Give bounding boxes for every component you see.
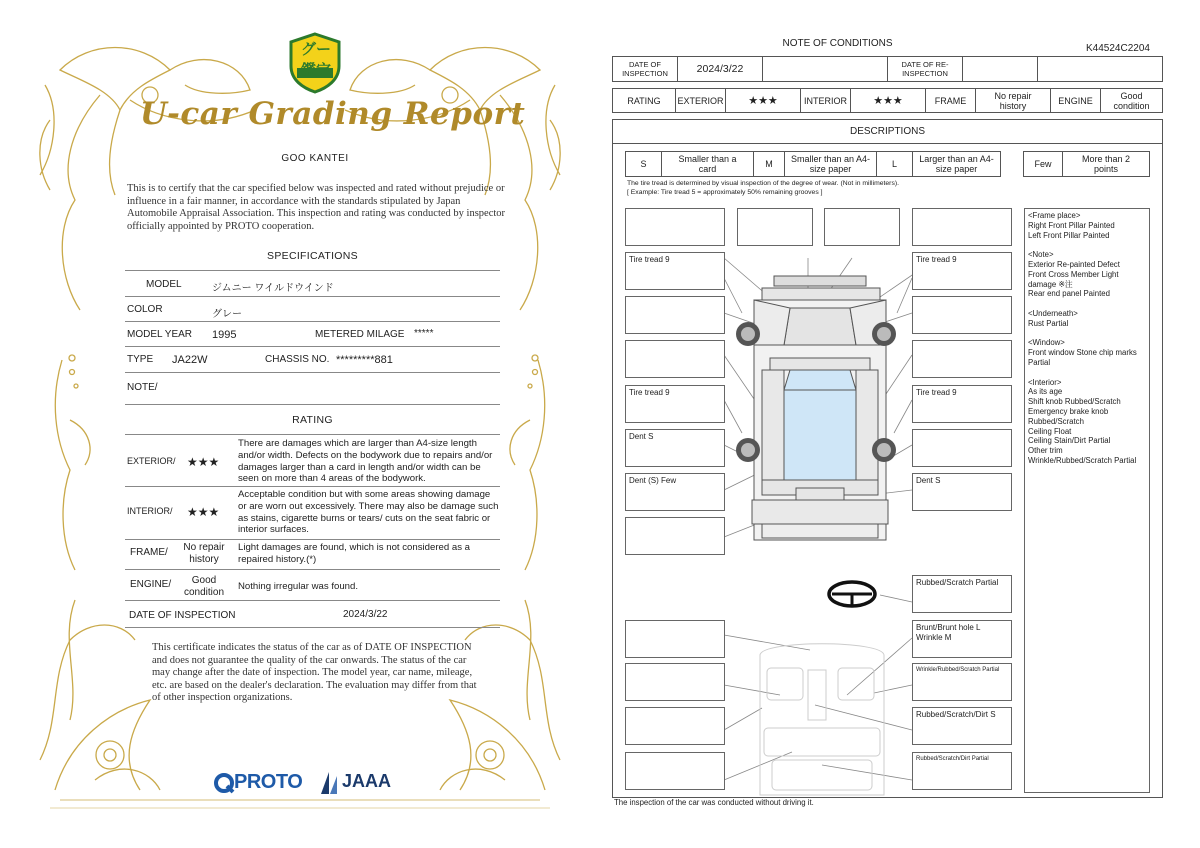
callout-tire-front-left: Tire tread 9: [625, 252, 725, 290]
desc-group-frame-place: <Frame place> Right Front Pillar Painted Left Front Pillar Painted: [1028, 211, 1115, 240]
callout-front-left-top: [625, 208, 725, 246]
exterior-stars: ★★★: [187, 455, 220, 469]
date-of-inspection-value: 2024/3/22: [677, 56, 763, 82]
engine-description: Nothing irregular was found.: [238, 581, 358, 592]
proto-logo: PROTO: [234, 771, 303, 793]
exterior-label: EXTERIOR/: [127, 456, 176, 466]
divider: [125, 270, 500, 271]
callout-tire-front-right: Tire tread 9: [912, 252, 1012, 290]
divider: [125, 486, 500, 487]
exterior-label: EXTERIOR: [675, 88, 726, 113]
interior-label: INTERIOR/: [127, 506, 173, 516]
divider: [125, 600, 500, 601]
frame-label: FRAME/: [130, 547, 168, 558]
exterior-stars: ★★★: [725, 88, 801, 113]
callout-dent-s-few: Dent (S) Few: [625, 473, 725, 511]
engine-value: Good condition: [1100, 88, 1163, 113]
certificate-title: U-car Grading Report: [140, 96, 526, 132]
divider: [125, 569, 500, 570]
callout-dent-s-right: Dent S: [912, 473, 1012, 511]
callout-interior-left-2: [625, 663, 725, 701]
model-value: ジムニー ワイルドウインド: [212, 283, 334, 294]
frame-label: FRAME: [925, 88, 976, 113]
interior-label: INTERIOR: [800, 88, 851, 113]
type-label: TYPE: [127, 354, 154, 365]
callout-interior-left-1: [625, 620, 725, 658]
engine-value: Good condition: [183, 575, 225, 598]
tire-note-example: [ Example: Tire tread 5 = approximately 50% remaining grooves ]: [627, 189, 823, 196]
chassis-label: CHASSIS NO.: [265, 354, 330, 365]
metered-milage-value: *****: [414, 328, 434, 339]
callout-right-4: [912, 340, 1012, 378]
legend-s: S: [625, 151, 662, 177]
legend-few: Few: [1023, 151, 1063, 177]
empty-cell: [762, 56, 888, 82]
model-year-label: MODEL YEAR: [127, 329, 193, 340]
chassis-value: *********881: [336, 354, 393, 366]
divider: [125, 321, 500, 322]
inspection-footer-note: The inspection of the car was conducted without driving it.: [614, 798, 814, 807]
desc-group-underneath: <Underneath> Rust Partial: [1028, 308, 1078, 328]
date-of-inspection-label: DATE OF INSPECTION: [612, 56, 678, 82]
legend-m: M: [753, 151, 785, 177]
rating-heading: RATING: [292, 414, 333, 426]
frame-value: No repair history: [183, 542, 225, 565]
badge-logo-text: グー鑑定: [300, 41, 331, 79]
certificate-subtitle: GOO KANTEI: [281, 153, 349, 164]
date-of-inspection-label: DATE OF INSPECTION: [129, 610, 236, 621]
desc-group-interior: <Interior> As its age Shift knob Rubbed/Scratch Emergency brake knob Rubbed/Scratch Ceiling Float Ceiling Stain/Dirt Partial Other trim Wrinkle/Rubbed/Scratch Partial: [1028, 377, 1137, 465]
callout-left-8: [625, 517, 725, 555]
callout-front-center-2: [824, 208, 900, 246]
conditions-title: NOTE OF CONDITIONS: [782, 38, 893, 49]
date-of-reinspection-value: [962, 56, 1038, 82]
callout-interior-left-4: [625, 752, 725, 790]
model-year-value: 1995: [212, 329, 237, 341]
report-id: K44524C2204: [1086, 43, 1150, 54]
divider: [125, 404, 500, 405]
certificate-disclaimer: This certificate indicates the status of the car as of DATE OF INSPECTION and does not guarantee the quality of the car onwards. The status of the car may change after the date of inspection. The model year, car name, mileage, etc. are based on the dealer's declaration. The evaluation may differ from that of other inspection organizations.: [152, 642, 477, 703]
callout-right-3: [912, 296, 1012, 334]
callout-tire-rear-right: Tire tread 9: [912, 385, 1012, 423]
interior-stars: ★★★: [850, 88, 926, 113]
tire-note: The tire tread is determined by visual inspection of the degree of wear. (Not in millimeters).: [627, 180, 899, 187]
frame-value: No repair history: [975, 88, 1051, 113]
callout-console: Rubbed/Scratch/Dirt S: [912, 707, 1012, 745]
callout-front-right-top: [912, 208, 1012, 246]
callout-front-center-1: [737, 208, 813, 246]
proto-logo-icon: [213, 772, 235, 799]
divider: [125, 627, 500, 628]
engine-label: ENGINE: [1050, 88, 1101, 113]
callout-front-seat: Wrinkle/Rubbed/Scratch Partial: [912, 663, 1012, 701]
jaaa-logo: JAAA: [342, 771, 392, 791]
callout-tire-rear-left: Tire tread 9: [625, 385, 725, 423]
divider: [125, 372, 500, 373]
legend-l-desc: Larger than an A4-size paper: [912, 151, 1001, 177]
legend-m-desc: Smaller than an A4-size paper: [784, 151, 877, 177]
jaaa-logo-icon: [319, 770, 339, 801]
type-value: JA22W: [172, 354, 208, 366]
steering-wheel-icon: [829, 582, 875, 606]
legend-few-desc: More than 2 points: [1062, 151, 1150, 177]
interior-description: Acceptable condition but with some areas showing damage or are worn out excessively. There may also be damage such as stains, cigarette burns or tears/ cuts on the seat fabric or interior surfaces.: [238, 489, 499, 536]
model-label: MODEL: [146, 279, 182, 290]
exterior-description: There are damages which are larger than A4-size length and/or width. Defects on the bodywork due to repairs and/or damages larger than a card in length and/or width can be seen on more than 4 areas of the bodywork.: [238, 438, 493, 485]
empty-cell: [1037, 56, 1163, 82]
description-list: [1024, 208, 1150, 793]
specifications-heading: SPECIFICATIONS: [267, 250, 358, 262]
metered-milage-label: METERED MILAGE: [315, 329, 405, 340]
color-value: グレー: [212, 309, 242, 320]
callout-left-3: [625, 296, 725, 334]
callout-rear-seat: Rubbed/Scratch/Dirt Partial: [912, 752, 1012, 790]
rating-label: RATING: [612, 88, 676, 113]
callout-interior-left-3: [625, 707, 725, 745]
date-of-inspection-value: 2024/3/22: [343, 609, 388, 620]
legend-l: L: [876, 151, 913, 177]
divider: [125, 539, 500, 540]
color-label: COLOR: [127, 304, 163, 315]
descriptions-heading: DESCRIPTIONS: [612, 119, 1163, 144]
divider: [125, 296, 500, 297]
interior-stars: ★★★: [187, 505, 220, 519]
callout-ceiling: Brunt/Brunt hole L Wrinkle M: [912, 620, 1012, 658]
callout-dent-s-left: Dent S: [625, 429, 725, 467]
callout-left-4: [625, 340, 725, 378]
frame-description: Light damages are found, which is not considered as a repaired history.(*): [238, 542, 470, 565]
date-of-reinspection-label: DATE OF RE-INSPECTION: [887, 56, 963, 82]
note-label: NOTE/: [127, 382, 158, 393]
callout-right-6: [912, 429, 1012, 467]
divider: [125, 434, 500, 435]
engine-label: ENGINE/: [130, 579, 172, 590]
desc-group-note: <Note> Exterior Re-painted Defect Front Cross Member Light damage ※注 Rear end panel Painted: [1028, 250, 1120, 299]
certificate-statement: This is to certify that the car specified below was inspected and rated without prejudice or influence in a fair manner, in accordance with the standards stipulated by Japan Automobile Appraisal Association. This inspection and rating was conducted by inspector officially appointed by PROTO cooperation.: [127, 183, 506, 232]
legend-s-desc: Smaller than a card: [661, 151, 754, 177]
callout-steering: Rubbed/Scratch Partial: [912, 575, 1012, 613]
desc-group-window: <Window> Front window Stone chip marks Partial: [1028, 338, 1137, 367]
divider: [125, 346, 500, 347]
